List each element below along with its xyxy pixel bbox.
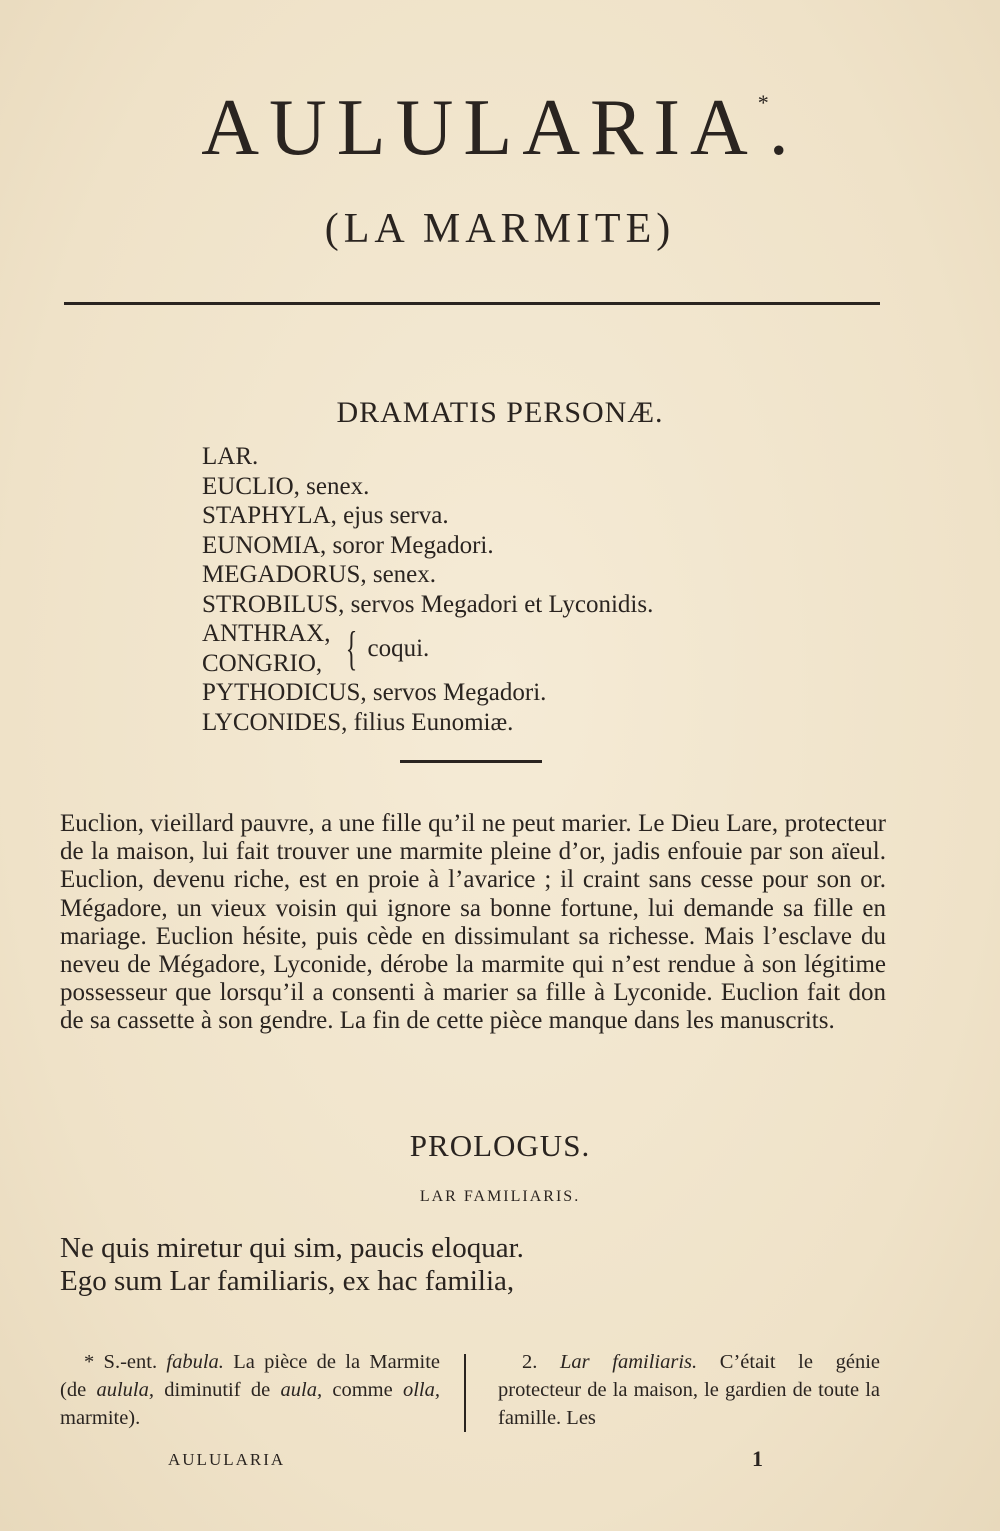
cooks-names — [202, 619, 330, 678]
footnote-italic: fabula. — [166, 1351, 224, 1373]
footnote-number: 2. — [522, 1351, 538, 1373]
play-title — [0, 84, 1000, 172]
cast-item: LAR. — [202, 443, 259, 470]
cast-item-cooks — [202, 619, 653, 678]
cast-item: STROBILUS, servos Megadori et Lyconidis. — [202, 590, 654, 618]
footnote-italic: olla, — [402, 1379, 441, 1401]
title-rule — [64, 302, 880, 305]
cast-name: CONGRIO, — [202, 649, 323, 677]
speaker-name: LAR FAMILIARIS. — [419, 1188, 581, 1205]
verse-line: Ego sum Lar familiaris, ex hac familia, — [60, 1265, 515, 1297]
running-title: AULULARIA — [168, 1450, 286, 1469]
section-rule — [400, 760, 542, 763]
cast-item: PYTHODICUS, servos Megadori. — [202, 679, 547, 706]
title-period: . — [768, 84, 799, 172]
play-subtitle: (LA MARMITE) — [324, 206, 676, 252]
footnote-divider — [464, 1354, 466, 1432]
cooks-role: coqui. — [367, 634, 430, 662]
cast-item: LYCONIDES, filius Eunomiæ. — [202, 708, 514, 736]
footnote-text: comme — [322, 1379, 403, 1401]
footnote-italic: Lar familiaris. — [560, 1351, 698, 1373]
title-footnote-mark: * — [757, 90, 769, 115]
cast-item: EUNOMIA, soror Megadori. — [202, 531, 494, 559]
cast-name: ANTHRAX, — [202, 620, 331, 647]
footnote-text: C’était le génie protecteur de la maison, le gardien de toute la famille. Les — [498, 1351, 880, 1429]
footnote-left — [60, 1348, 440, 1432]
footnote-italic: aulula, — [96, 1379, 154, 1401]
cast-item: STAPHYLA, ejus serva. — [202, 502, 449, 529]
footnote-text: diminutif de — [154, 1379, 281, 1401]
footnote-text: marmite). — [60, 1407, 141, 1429]
dramatis-personae-heading: DRAMATIS PERSONÆ. — [336, 396, 664, 429]
footnote-italic: aula, — [280, 1379, 323, 1401]
brace: { — [346, 621, 358, 675]
plot-summary: Euclion, vieillard pauvre, a une fille qu’il ne peut marier. Le Dieu Lare, protecteur de la maison, lui fait trouver une marmite pleine d’or, jadis enfouie par son aïeul. Euclion, devenu riche, est en proie à l’avarice ; il craint sans cesse pour son or. Mégadore, un vieux voisin qui ignore sa bonne fortune, lui demande sa fille en mariage. Euclion hésite, puis cède en dissimulant sa richesse. Mais l’esclave du neveu de Mégadore, Lyconide, dérobe la marmite qui n’est rendue à son légitime possesseur que lorsqu’il a consenti à marier sa fille à Lyconide. Euclion fait don de sa cassette à son gendre. La fin de cette pièce manque dans les manuscrits. — [60, 810, 886, 1035]
cast-list — [202, 442, 653, 737]
footnote-text: La pièce de la Marmite (de — [60, 1351, 440, 1401]
cast-item: EUCLIO, senex. — [202, 472, 370, 500]
cast-item: MEGADORUS, senex. — [202, 561, 437, 588]
prologue-heading: PROLOGUS. — [409, 1128, 591, 1163]
signature-mark: 1 — [752, 1446, 763, 1471]
footnote-mark: * S.-ent. — [84, 1351, 158, 1373]
footnote-right — [498, 1348, 880, 1432]
verse-line: Ne quis miretur qui sim, paucis eloquar. — [60, 1232, 524, 1264]
title-text: AULULARIA — [201, 84, 758, 172]
verse-block — [60, 1232, 524, 1298]
